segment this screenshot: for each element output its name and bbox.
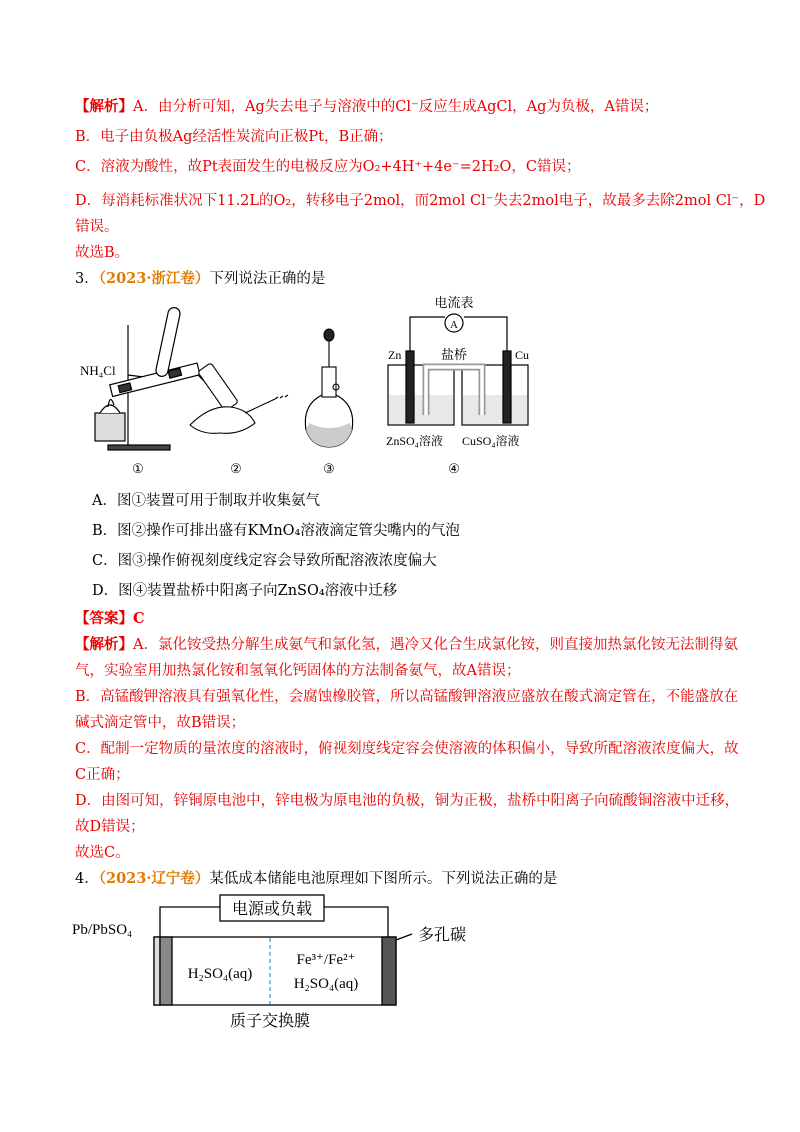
q3-option-d: D．图④装置盐桥中阳离子向ZnSO₄溶液中迁移 — [92, 583, 398, 599]
cu-label: Cu — [515, 348, 530, 362]
caption-2: ② — [230, 461, 242, 476]
caption-3: ③ — [323, 461, 335, 476]
q3-option-c: C．图③操作俯视刻度线定容会导致所配溶液浓度偏大 — [92, 553, 437, 569]
right-electrode-label: 多孔碳 — [418, 927, 467, 944]
right-ions-label: Fe³⁺/Fe²⁺ — [296, 952, 356, 968]
cuso4-label: CuSO₄溶液 — [462, 434, 520, 448]
q3-analysis-c-line2: C正确； — [75, 767, 130, 783]
left-electrode-label: Pb/PbSO₄ — [72, 922, 133, 938]
ammeter-symbol: A — [450, 319, 458, 331]
q3-analysis-b-line1: B．高锰酸钾溶液具有强氧化性，会腐蚀橡胶管，所以高锰酸钾溶液应盛放在酸式滴定管在，不能盛放在 — [75, 689, 739, 705]
left-solution-label: H₂SO₄(aq) — [187, 966, 253, 982]
q3-analysis-c-line1: C．配制一定物质的量浓度的溶液时，俯视刻度线定容会使溶液的体积偏小，导致所配溶液浓度偏大，故 — [75, 741, 739, 757]
apparatus-4-drawing — [388, 314, 528, 425]
q2-analysis-d-line1: D．每消耗标准状况下11.2L的O₂，转移电子2mol，而2mol Cl⁻失去2mol电子，故最多去除2mol Cl⁻，D — [75, 193, 766, 209]
proton-membrane-label: 质子交换膜 — [229, 1013, 311, 1030]
q3-figure — [70, 295, 540, 485]
right-solution-label: H₂SO₄(aq) — [293, 976, 359, 992]
q3-option-b: B．图②操作可排出盛有KMnO₄溶液滴定管尖嘴内的气泡 — [92, 523, 460, 539]
power-or-load-label: 电源或负载 — [231, 901, 313, 918]
q3-conclusion: 故选C。 — [75, 845, 130, 861]
salt-bridge-label: 盐桥 — [440, 347, 468, 362]
q2-analysis-c: C．溶液为酸性，故Pt表面发生的电极反应为O₂+4H⁺+4e⁻=2H₂O，C错误； — [75, 159, 581, 175]
q4-figure — [70, 892, 500, 1042]
q3-analysis-a-line2: 气，实验室用加热氯化铵和氢氧化钙固体的方法制备氨气，故A错误； — [75, 663, 521, 679]
nh4cl-label: NH₄Cl — [80, 363, 116, 378]
q3-analysis-d-line2: 故D错误； — [75, 819, 145, 835]
q2-conclusion: 故选B。 — [75, 245, 130, 261]
q3-analysis-d-line1: D．由图可知，锌铜原电池中，锌电极为原电池的负极，铜为正极，盐桥中阳离子向硫酸铜溶液中迁移， — [75, 793, 740, 809]
q3-analysis-b-line2: 碱式滴定管中，故B错误； — [75, 715, 246, 731]
q3-option-a: A．图①装置可用于制取并收集氨气 — [92, 493, 320, 509]
apparatus-2-drawing — [190, 363, 288, 434]
znso4-label: ZnSO₄溶液 — [386, 434, 443, 448]
caption-1: ① — [132, 461, 144, 476]
zn-label: Zn — [388, 348, 402, 362]
q3-answer: 【答案】C — [75, 610, 145, 627]
q4-stem: 4．（2023·辽宁卷）某低成本储能电池原理如下图所示。下列说法正确的是 — [75, 870, 558, 887]
ammeter-label: 电流表 — [434, 295, 474, 310]
apparatus-3-drawing — [305, 329, 352, 447]
q2-analysis-b: B．电子由负极Ag经活性炭流向正极Pt，B正确； — [75, 129, 393, 145]
q2-analysis-d-line2: 错误。 — [75, 219, 119, 235]
q3-stem: 3．（2023·浙江卷）下列说法正确的是 — [75, 270, 326, 287]
caption-4: ④ — [448, 461, 460, 476]
q2-analysis-a: 【解析】A．由分析可知，Ag失去电子与溶液中的Cl⁻反应生成AgCl，Ag为负极，A错误； — [75, 98, 659, 115]
q3-analysis-a-line1: 【解析】A．氯化铵受热分解生成氨气和氯化氢，遇冷又化合生成氯化铵，则直接加热氯化铵无法制得氨 — [75, 636, 738, 653]
